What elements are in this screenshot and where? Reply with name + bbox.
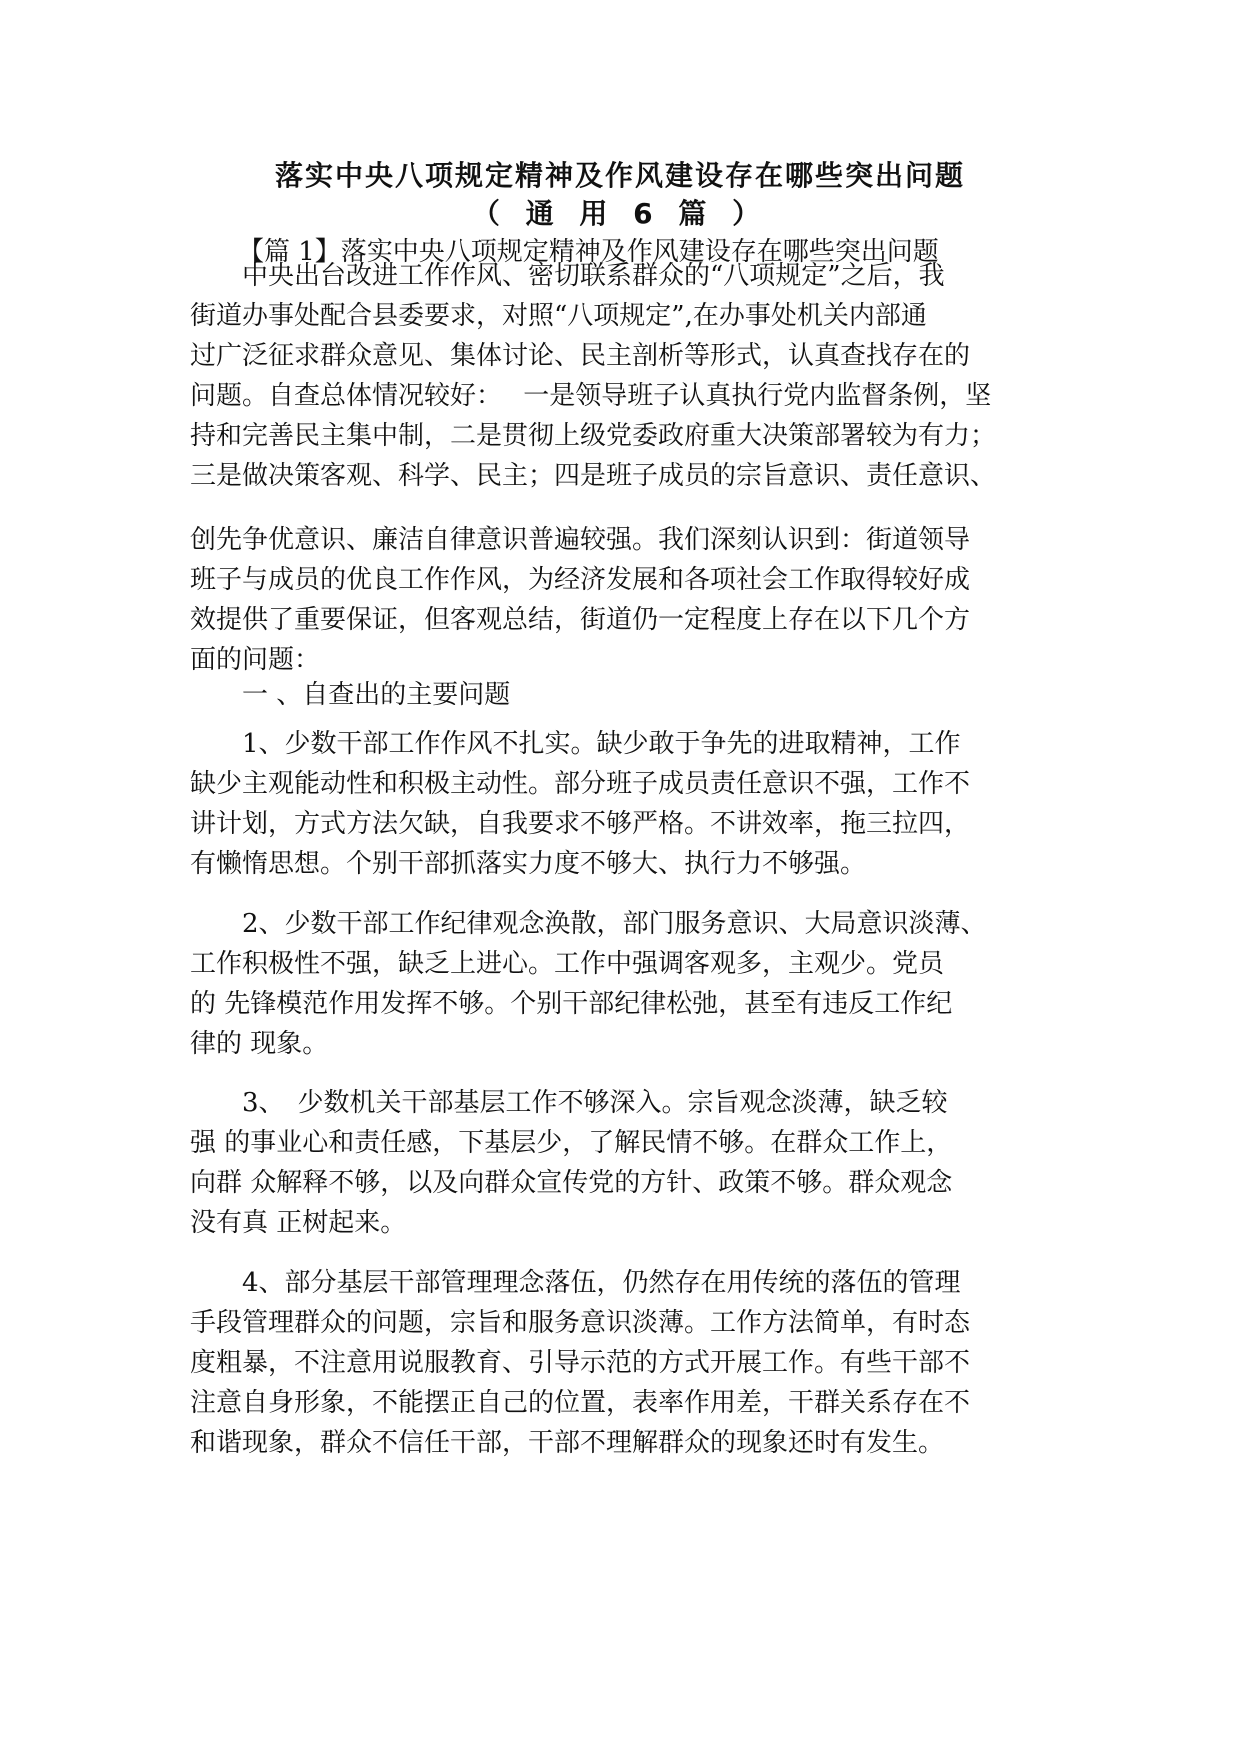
- document-title: [190, 157, 1050, 233]
- text-line: 没有真 正树起来。: [190, 1208, 407, 1238]
- text-line: 2、少数干部工作纪律观念涣散，部门服务意识、大局意识淡薄、: [190, 909, 987, 939]
- text-line: 问题。自查总体情况较好： 一是领导班子认真执行党内监督条例，坚: [190, 381, 992, 411]
- text-line: 的 先锋模范作用发挥不够。个别干部纪律松弛，甚至有违反工作纪: [190, 989, 953, 1019]
- text-line: 班子与成员的优良工作作风，为经济发展和各项社会工作取得较好成: [190, 565, 971, 595]
- text-line: 4、部分基层干部管理理念落伍，仍然存在用传统的落伍的管理: [190, 1268, 961, 1298]
- text-line: 面的问题：: [190, 645, 321, 675]
- text-line: 手段管理群众的问题，宗旨和服务意识淡薄。工作方法简单，有时态: [190, 1308, 971, 1338]
- intro-paragraph: [190, 256, 1052, 496]
- text-line: 律的 现象。: [190, 1029, 329, 1059]
- text-line: 和谐现象，群众不信任干部，干部不理解群众的现象还时有发生。: [190, 1428, 945, 1458]
- text-line: 持和完善民主集中制，二是贯彻上级党委政府重大决策部署较为有力；: [190, 421, 997, 451]
- text-line: 街道办事处配合县委要求，对照“八项规定”,在办事处机关内部通: [190, 301, 927, 331]
- item-1-paragraph: [190, 724, 1052, 884]
- item-3-paragraph: [190, 1083, 1052, 1243]
- text-line: 中央出台改进工作作风、密切联系群众的“八项规定”之后，我: [190, 261, 945, 291]
- text-line: 强 的事业心和责任感，下基层少，了解民情不够。在群众工作上，: [190, 1128, 953, 1158]
- text-line: 讲计划，方式方法欠缺，自我要求不够严格。不讲效率，拖三拉四，: [190, 809, 971, 839]
- text-line: 向群 众解释不够，以及向群众宣传党的方针、政策不够。群众观念: [190, 1168, 953, 1198]
- intro-paragraph-continued: [190, 520, 1052, 680]
- text-line: 工作积极性不强，缺乏上进心。工作中强调客观多，主观少。党员: [190, 949, 945, 979]
- text-line: 创先争优意识、廉洁自律意识普遍较强。我们深刻认识到：街道领导: [190, 525, 971, 555]
- text-line: 一 、自查出的主要问题: [190, 680, 511, 710]
- text-line: 有懒惰思想。个别干部抓落实力度不够大、执行力不够强。: [190, 849, 867, 879]
- item-4-paragraph: [190, 1263, 1052, 1463]
- text-line: 1、少数干部工作作风不扎实。缺少敢于争先的进取精神，工作: [190, 729, 961, 759]
- text-line: 注意自身形象，不能摆正自己的位置，表率作用差，干群关系存在不: [190, 1388, 971, 1418]
- section-heading: 【篇 1】落实中央八项规定精神及作风建设存在哪些突出问题: [238, 237, 939, 267]
- title-line-2: （ 通 用 6 篇 ）: [471, 197, 769, 230]
- text-line: 三是做决策客观、科学、民主；四是班子成员的宗旨意识、责任意识、: [190, 461, 997, 491]
- item-2-paragraph: [190, 904, 1052, 1064]
- text-line: 度粗暴，不注意用说服教育、引导示范的方式开展工作。有些干部不: [190, 1348, 971, 1378]
- text-line: 缺少主观能动性和积极主动性。部分班子成员责任意识不强，工作不: [190, 769, 971, 799]
- subheading: [190, 675, 1052, 715]
- text-line: 效提供了重要保证，但客观总结，街道仍一定程度上存在以下几个方: [190, 605, 971, 635]
- title-line-1: 落实中央八项规定精神及作风建设存在哪些突出问题: [274, 159, 965, 192]
- text-line: 过广泛征求群众意见、集体讨论、民主剖析等形式，认真查找存在的: [190, 341, 971, 371]
- text-line: 3、 少数机关干部基层工作不够深入。宗旨观念淡薄，缺乏较: [190, 1088, 948, 1118]
